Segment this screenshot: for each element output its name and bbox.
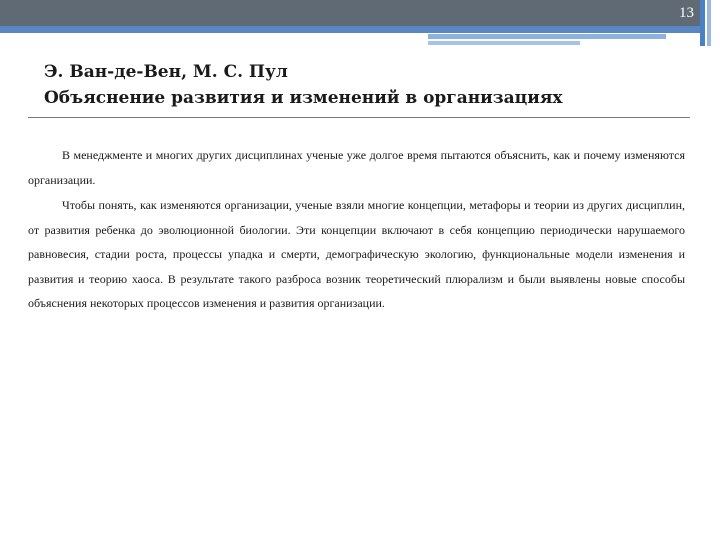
header-divider [28, 117, 690, 118]
accent-stripe-primary [0, 26, 700, 33]
paragraph-2: Чтобы понять, как изменяются организации, ученые взяли многие концепции, метафоры и теории из других дисциплин, от развития ребенка до эволюционной биологии. Эти концепции включают в себя концепцию периодически нарушаемого равновесия, стадии роста, процессы упадка и смерти, демографическую экологию, функциональные модели изменения и развития и теорию хаоса. В результате такого разброса возник теоретический плюрализм и были выявлены новые способы объяснения некоторых процессов изменения и развития организации. [28, 198, 685, 310]
slide-body [28, 143, 685, 317]
paragraph-1: В менеджменте и многих других дисциплинах ученые уже долгое время пытаются объяснить, как и почему изменяются организации. [28, 148, 685, 187]
right-accent-strip-light [707, 0, 711, 46]
slide-title: Объяснение развития и изменений в организациях [44, 88, 563, 108]
accent-stripe-secondary [428, 34, 666, 39]
top-decorative-bar [0, 0, 700, 26]
slide-header [44, 60, 694, 110]
author-line: Э. Ван-де-Вен, М. С. Пул [44, 62, 288, 82]
right-accent-strip [700, 0, 705, 46]
page-number: 13 [679, 5, 694, 21]
accent-stripe-tertiary [428, 41, 580, 45]
